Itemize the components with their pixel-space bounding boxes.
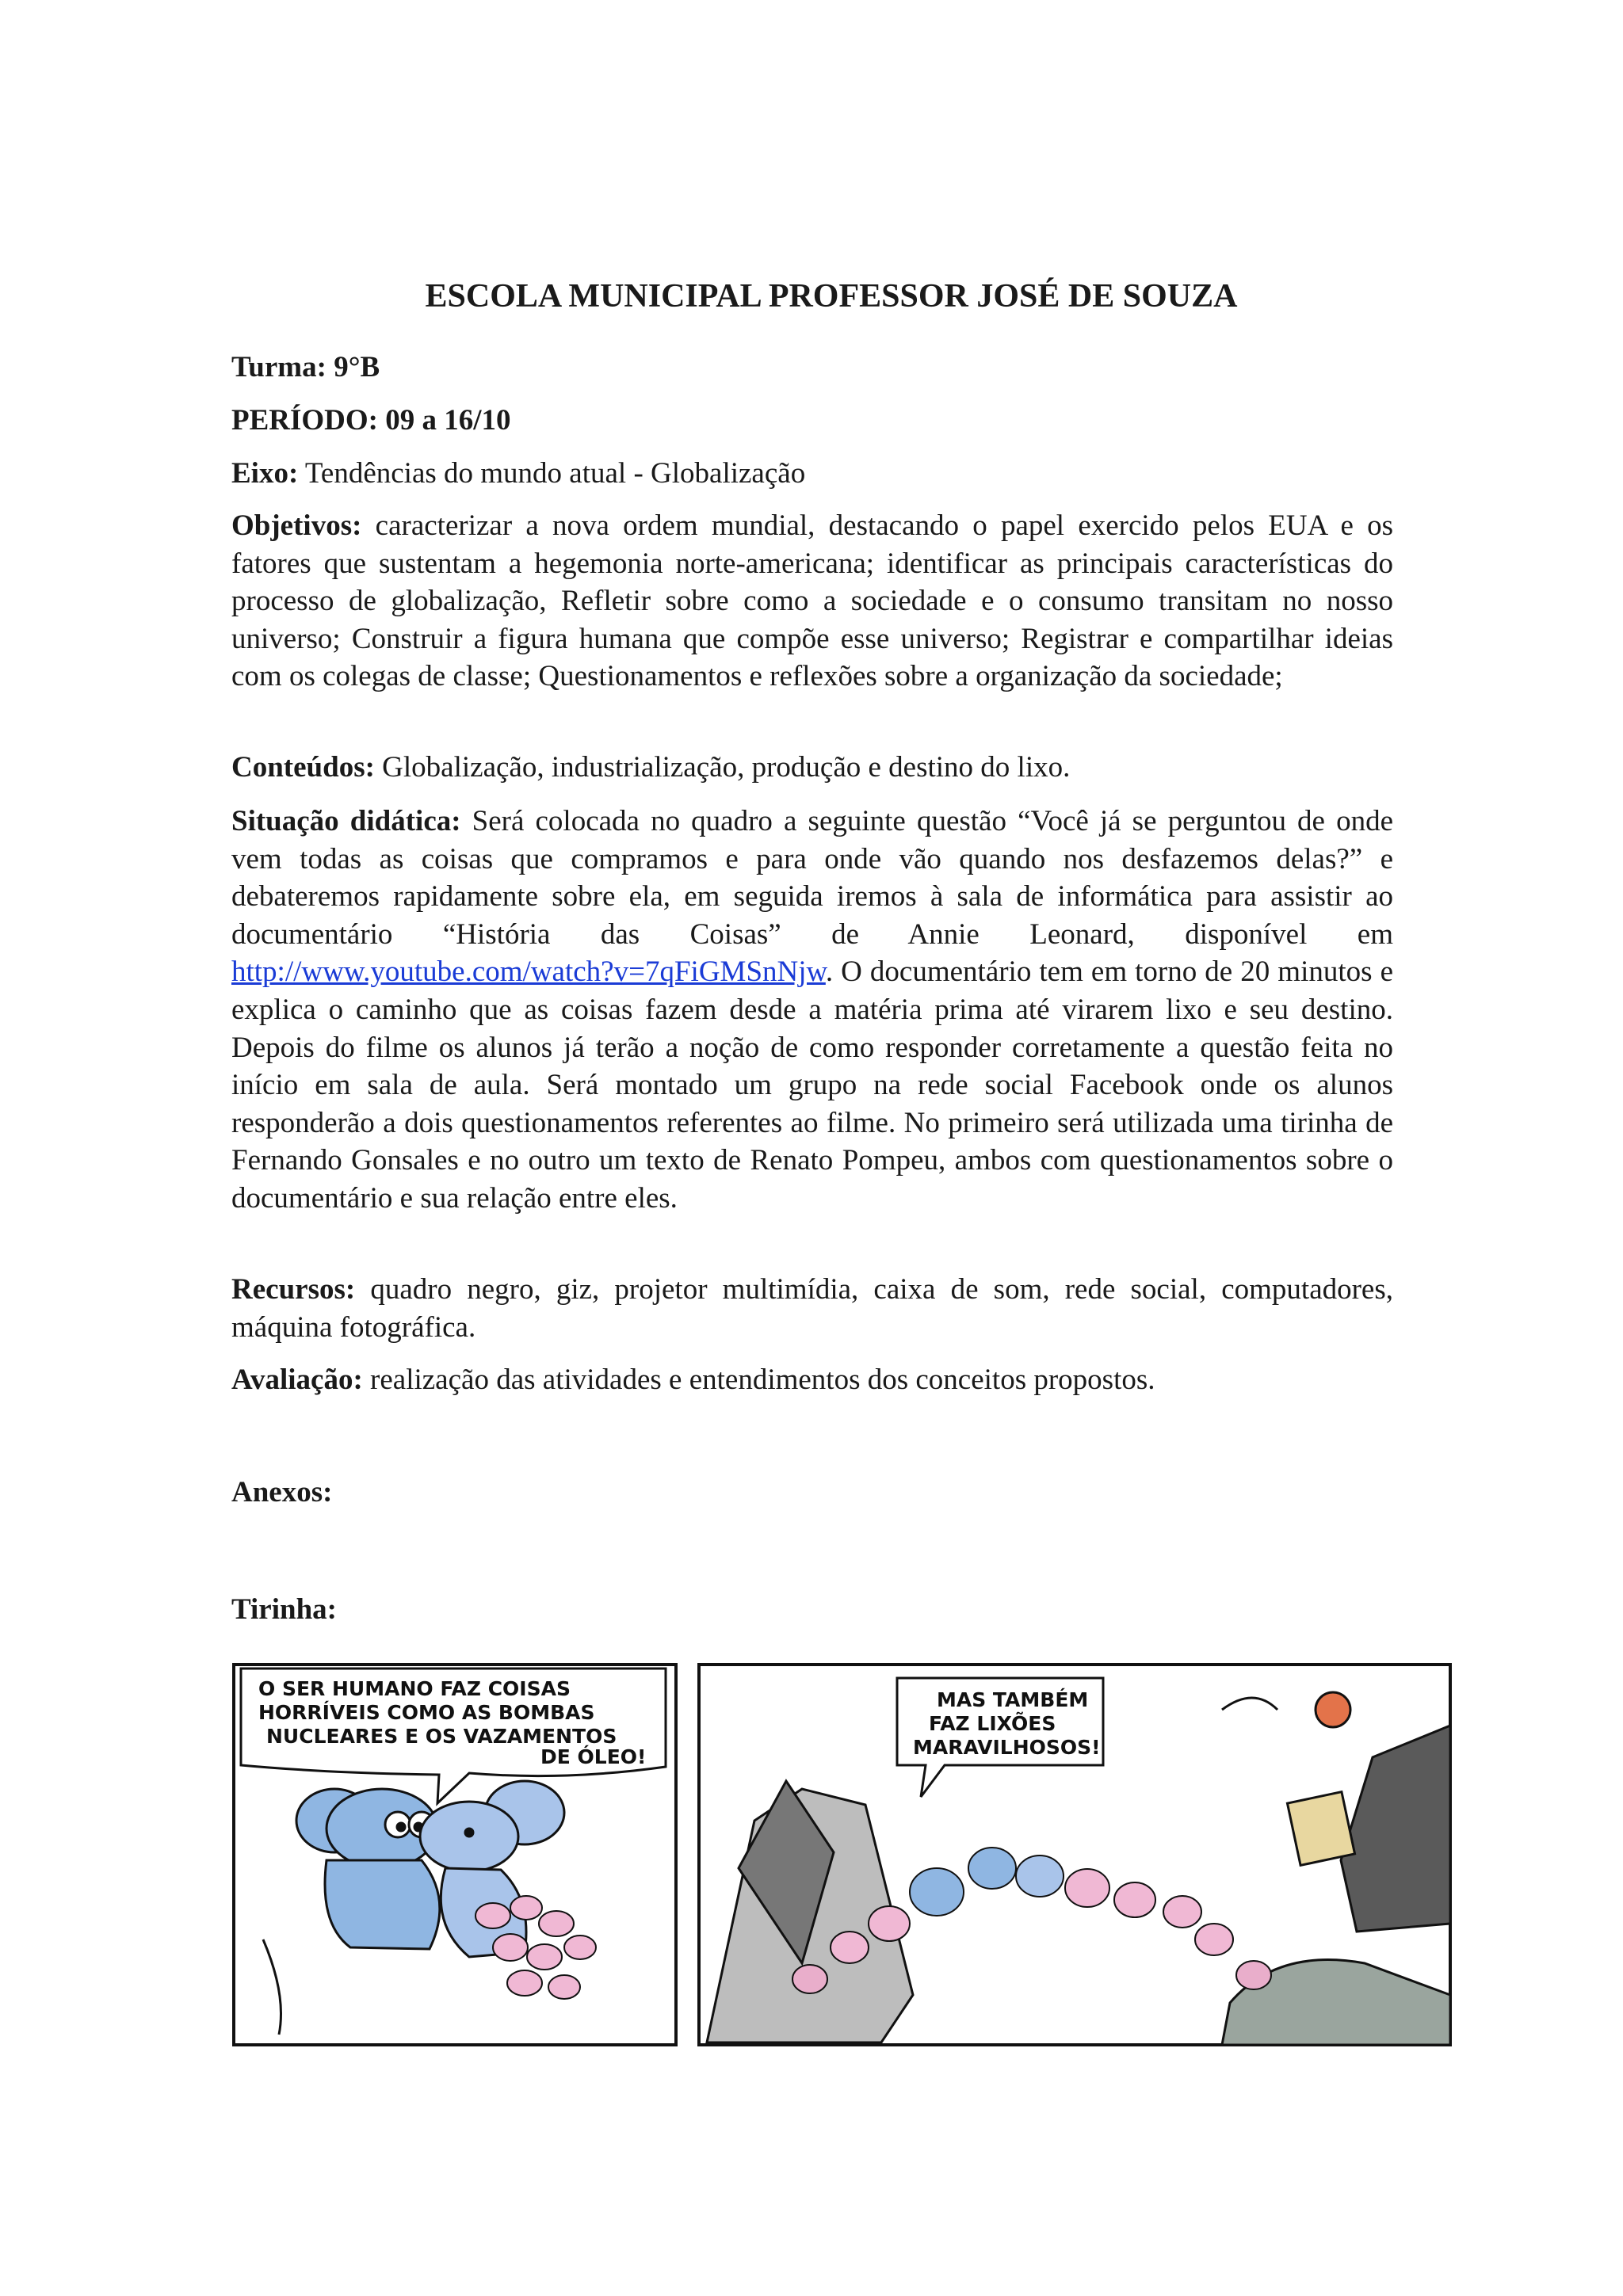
periodo-line [231,402,1393,439]
tirinha-line [231,1591,1393,1628]
trash-box [1287,1792,1354,1866]
panel2-speech-line-1: MAS TAMBÉM [937,1688,1089,1711]
objetivos-label: Objetivos: [231,509,362,542]
turma-line [231,349,1393,386]
objetivos-text: caracterizar a nova ordem mundial, destacando o papel exercido pelos EUA e os fatores que sustentam a hegemonia norte-americana; identificar as principais características do processo de globalização, Refletir sobre como a sociedade e o consumo transitam no nosso universo; Construir a figura humana que compõe esse universo; Registrar e compartilhar ideias com os colegas de classe; Questionamentos e reflexões sobre a organização da sociedade; [231,509,1393,693]
eixo-value: Tendências do mundo atual - Globalização [304,457,806,490]
turma-label: Turma: [231,351,327,383]
tirinha-label: Tirinha: [231,1593,337,1626]
turma-value: 9°B [334,351,380,383]
eixo-label: Eixo: [231,457,299,490]
situacao-paragraph [231,803,1393,1218]
recursos-text: quadro negro, giz, projetor multimídia, caixa de som, rede social, computadores, máquina fotográfica. [231,1273,1394,1344]
panel1-speech-line-2: HORRÍVEIS COMO AS BOMBAS [258,1701,595,1724]
situacao-text-2: . O documentário tem em torno de 20 minutos e explica o caminho que as coisas fazem desde a matéria prima até virarem lixo e seu destino. Depois do filme os alunos já terão a noção de como responder corretamente a questão feita no início em sala de aula. Será montado um grupo na rede social Facebook onde os alunos responderão a dois questionamentos referentes ao filme. No primeiro será utilizada uma tirinha de Fernando Gonsales e no outro um texto de Renato Pompeu, ambos com questionamentos sobre o documentário e sua relação entre eles. [231,955,1393,1215]
conteudos-label: Conteúdos: [231,751,375,784]
avaliacao-label: Avaliação: [231,1363,363,1396]
situacao-label: Situação didática: [231,805,461,837]
recursos-label: Recursos: [231,1273,356,1306]
conteudos-paragraph [231,749,1393,787]
conteudos-text: Globalização, industrialização, produção e destino do lixo. [382,751,1071,784]
panel2-speech-line-2: FAZ LIXÕES [929,1712,1056,1735]
comic-panel-1 [234,1665,676,2045]
anexos-line [231,1474,1393,1511]
comic-panel-2 [699,1665,1450,2045]
panel1-speech-line-4: DE ÓLEO! [540,1745,647,1768]
anexos-label: Anexos: [231,1476,333,1508]
panel1-speech-line-3: NUCLEARES E OS VAZAMENTOS [266,1725,617,1748]
avaliacao-paragraph [231,1361,1393,1399]
periodo-value: 09 a 16/10 [385,404,511,437]
periodo-label: PERÍODO: [231,404,378,437]
comic-strip [231,1662,1453,2049]
trash-can [1316,1692,1350,1727]
avaliacao-text: realização das atividades e entendimentos dos conceitos propostos. [370,1363,1155,1396]
panel1-speech-line-1: O SER HUMANO FAZ COISAS [258,1677,571,1700]
school-title: ESCOLA MUNICIPAL PROFESSOR JOSÉ DE SOUZA [425,278,1238,315]
recursos-paragraph [231,1271,1393,1346]
eixo-line [231,455,1393,492]
panel2-speech-line-3: MARAVILHOSOS! [913,1736,1101,1759]
objetivos-paragraph [231,507,1393,696]
youtube-link[interactable]: http://www.youtube.com/watch?v=7qFiGMSnNjw [231,955,826,989]
situacao-text-1: Será colocada no quadro a seguinte questão “Você já se perguntou de onde vem todas as coisas que compramos e para onde vão quando nos desfazemos delas?” e debateremos rapidamente sobre ela, em seguida iremos à sala de informática para assistir ao documentário “História das Coisas” de Annie Leonard, disponível em [231,805,1393,951]
